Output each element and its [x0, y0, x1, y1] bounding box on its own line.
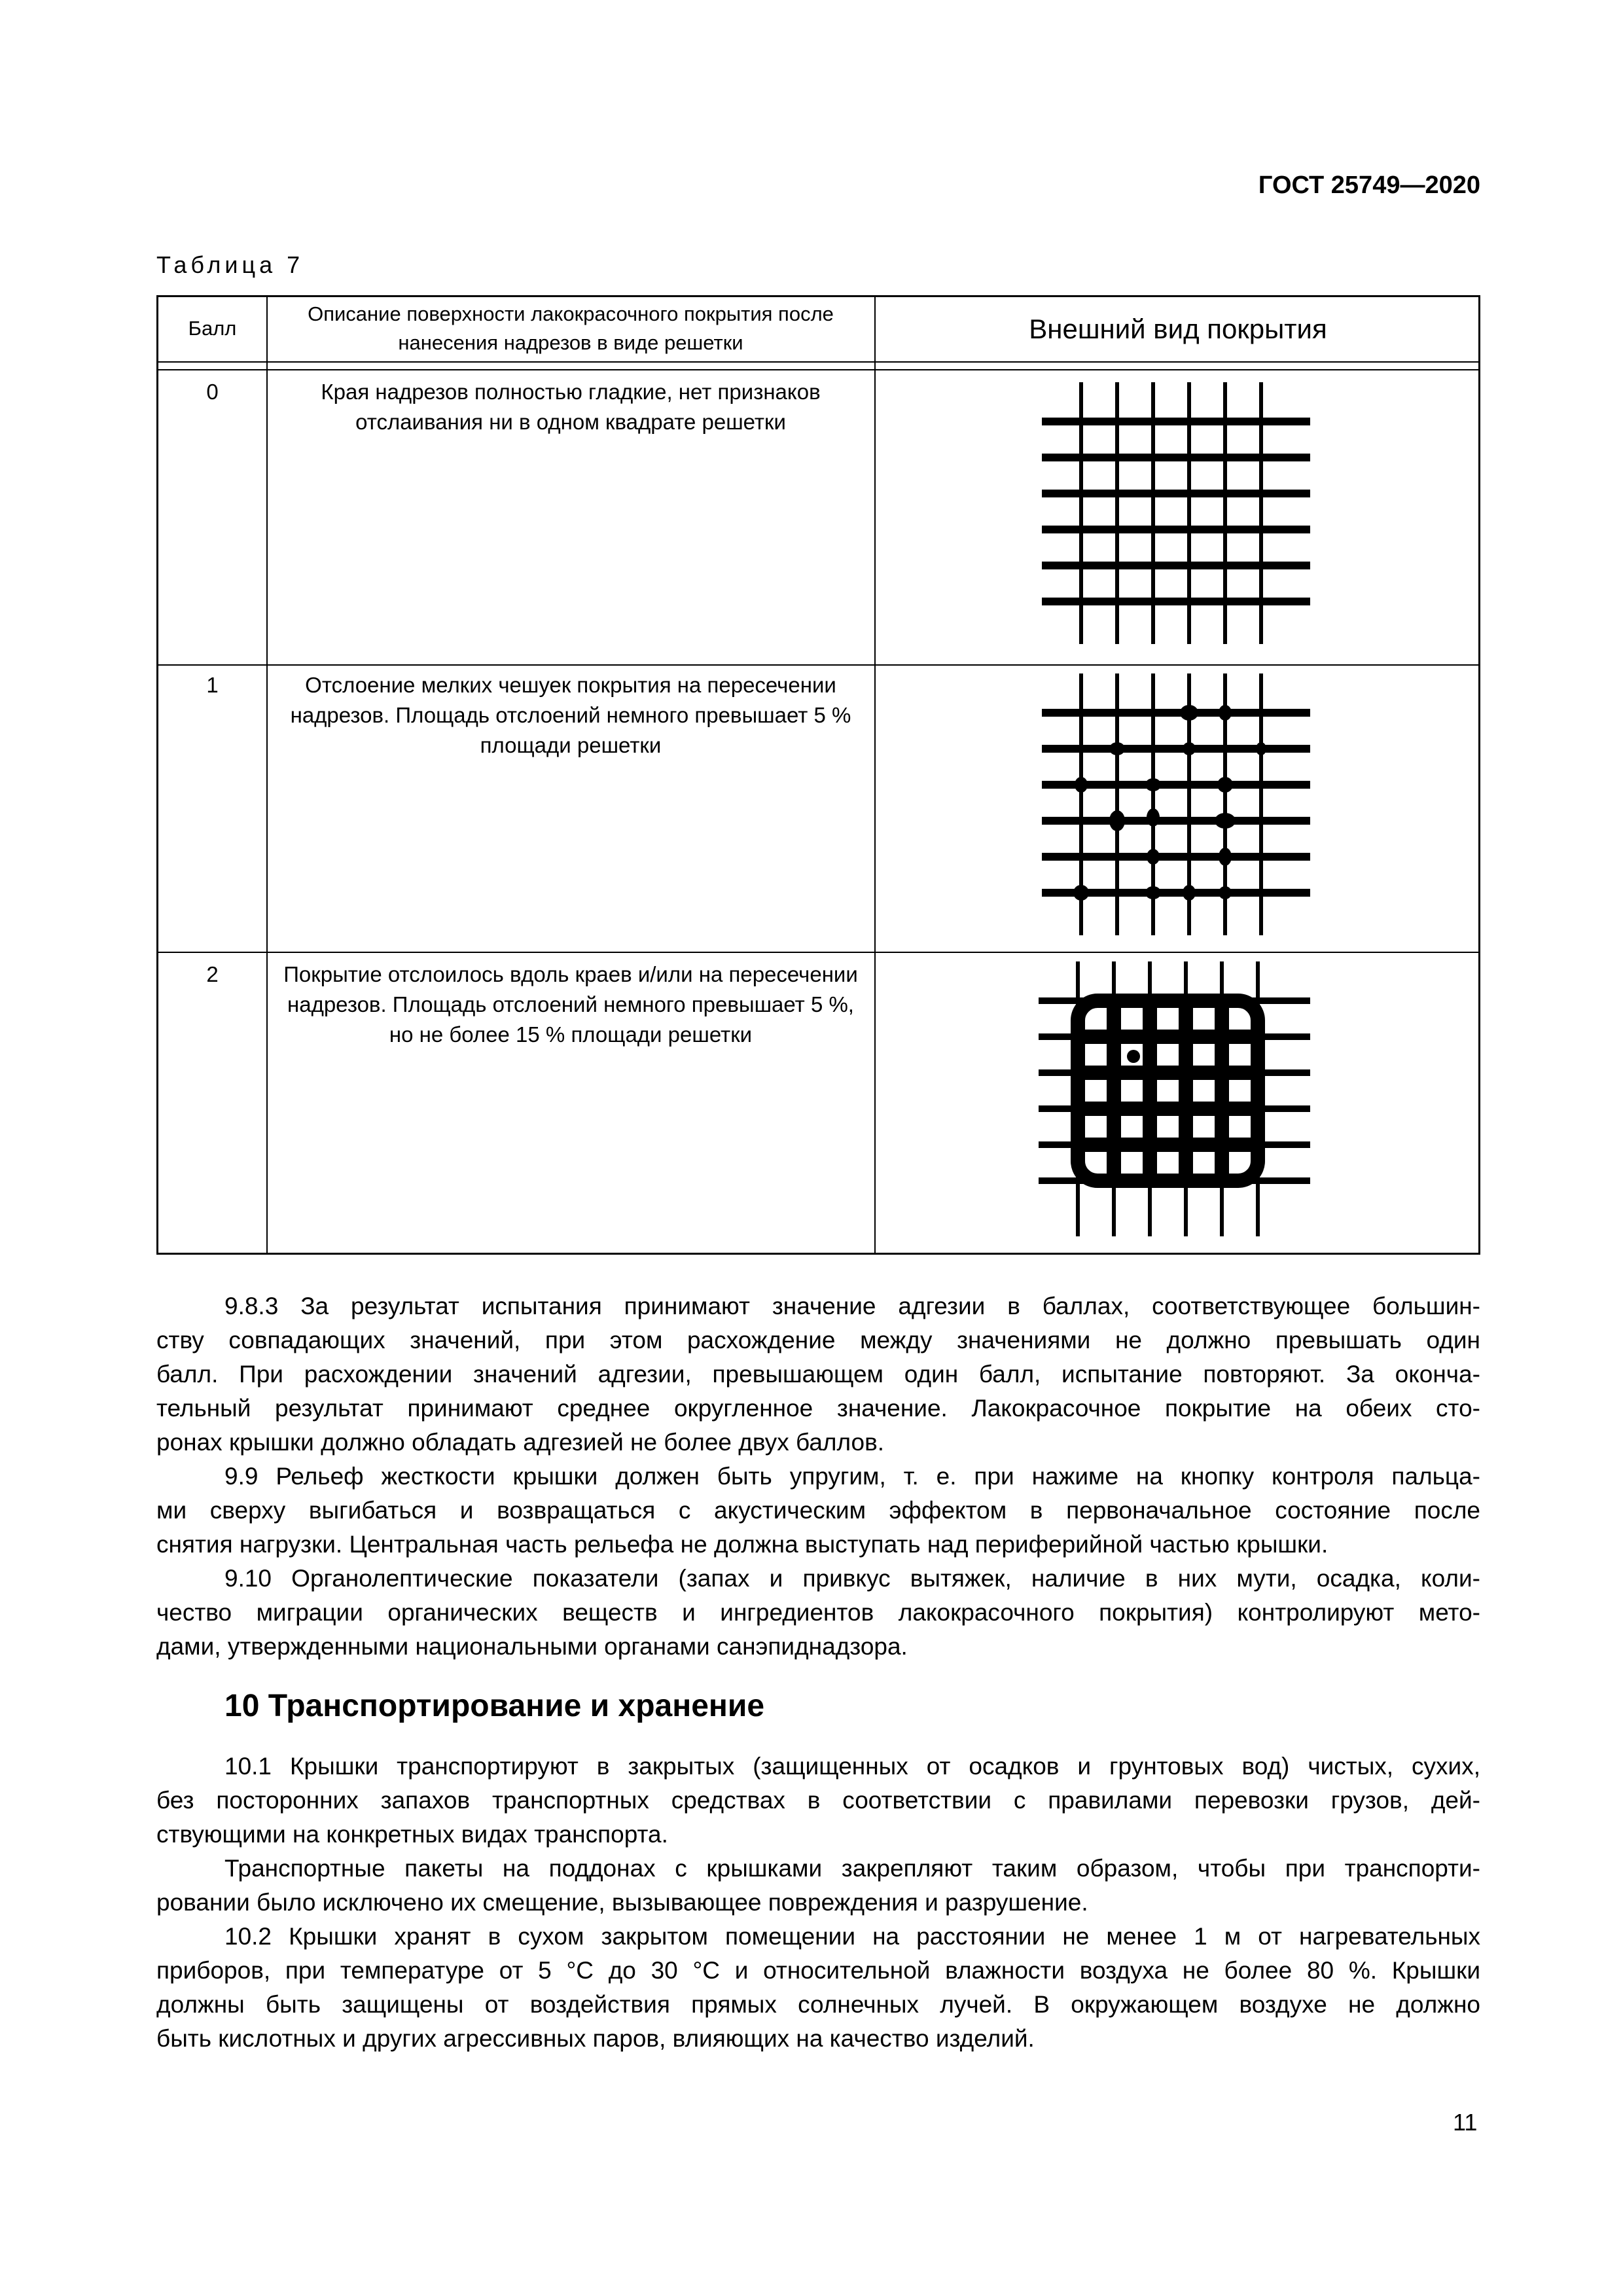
row-description: Отслоение мелких чешуек покрытия на пересечении надрезов. Площадь отслоений немного превышает 5 % площади решетки	[290, 673, 851, 757]
paragraph-line: ронах крышки должно обладать адгезией не более двух баллов.	[156, 1429, 885, 1456]
row-description: Края надрезов полностью гладкие, нет признаков отслаивания ни в одном квадрате решетки	[321, 380, 821, 434]
grid-pattern-score-0	[1042, 382, 1317, 651]
paragraph-line: 9.8.3 За результат испытания принимают значение адгезии в баллах, соответствующее большин-	[224, 1293, 1480, 1319]
row-divider	[158, 664, 1478, 666]
grid-pattern-score-1	[1042, 673, 1317, 942]
paragraph-line: чество миграции органических веществ и ингредиентов лакокрасочного покрытия) контролируют мето-	[156, 1599, 1480, 1626]
paragraph-line: 10.1 Крышки транспортируют в закрытых (защищенных от осадков и грунтовых вод) чистых, сухих,	[224, 1753, 1480, 1780]
row-description: Покрытие отслоилось вдоль краев и/или на пересечении надрезов. Площадь отслоений немного превышает 5 %, но не более 15 % площади решетки	[283, 962, 858, 1047]
paragraph-line: ровании было исключено их смещение, вызывающее повреждения и разрушение.	[156, 1889, 1088, 1916]
header-divider	[158, 361, 1478, 363]
section-heading: 10 Транспортирование и хранение	[224, 1689, 765, 1723]
paragraph-line: 10.2 Крышки хранят в сухом закрытом помещении на расстоянии не менее 1 м от нагревательных	[224, 1923, 1480, 1950]
paragraph-line: быть кислотных и других агрессивных паров, влияющих на качество изделий.	[156, 2025, 1035, 2052]
paragraph-line: ми сверху выгибаться и возвращаться с акустическим эффектом в первоначальное состояние после	[156, 1497, 1480, 1524]
paragraph-line: тельный результат принимают среднее округленное значение. Лакокрасочное покрытие на обеих сто-	[156, 1395, 1480, 1422]
row-score: 2	[206, 962, 219, 986]
page-number: 11	[1453, 2109, 1478, 2136]
column-divider	[874, 297, 876, 1253]
paragraph-line: дами, утвержденными национальными органами санэпиднадзора.	[156, 1633, 908, 1660]
column-header-score: Балл	[188, 317, 237, 340]
paragraph-line: должны быть защищены от воздействия прямых солнечных лучей. В окружающем воздухе не должно	[156, 1991, 1480, 2018]
paragraph-line: ству совпадающих значений, при этом расхождение между значениями не должно превышать один	[156, 1327, 1480, 1354]
row-score: 1	[206, 673, 219, 697]
row-divider	[158, 952, 1478, 953]
document-code: ГОСТ 25749—2020	[1258, 171, 1480, 199]
paragraph-line: 9.9 Рельеф жесткости крышки должен быть упругим, т. е. при нажиме на кнопку контроля пальца-	[224, 1463, 1480, 1490]
paragraph-line: балл. При расхождении значений адгезии, превышающем один балл, испытание повторяют. За оконча-	[156, 1361, 1480, 1388]
table-caption: Таблица 7	[156, 251, 304, 278]
paragraph-line: Транспортные пакеты на поддонах с крышками закрепляют таким образом, чтобы при транспорти-	[224, 1855, 1480, 1882]
column-header-appearance: Внешний вид покрытия	[1029, 314, 1327, 344]
column-divider	[266, 297, 268, 1253]
row-score: 0	[206, 380, 219, 404]
paragraph-line: ствующими на конкретных видах транспорта.	[156, 1821, 668, 1848]
paragraph-line: приборов, при температуре от 5 °С до 30 °С и относительной влажности воздуха не более 80 %. Крышки	[156, 1957, 1480, 1984]
header-divider	[158, 369, 1478, 370]
paragraph-line: 9.10 Органолептические показатели (запах и привкус вытяжек, наличие в них мути, осадка, коли-	[224, 1565, 1480, 1592]
column-header-description: Описание поверхности лакокрасочного покрытия после нанесения надрезов в виде решетки	[308, 302, 834, 354]
grid-pattern-score-2	[1039, 961, 1320, 1243]
paragraph-line: снятия нагрузки. Центральная часть рельефа не должна выступать над периферийной частью крышки.	[156, 1531, 1329, 1558]
paragraph-line: без посторонних запахов транспортных средствах в соответствии с правилами перевозки грузов, дей-	[156, 1787, 1480, 1814]
adhesion-table	[156, 295, 1480, 1255]
